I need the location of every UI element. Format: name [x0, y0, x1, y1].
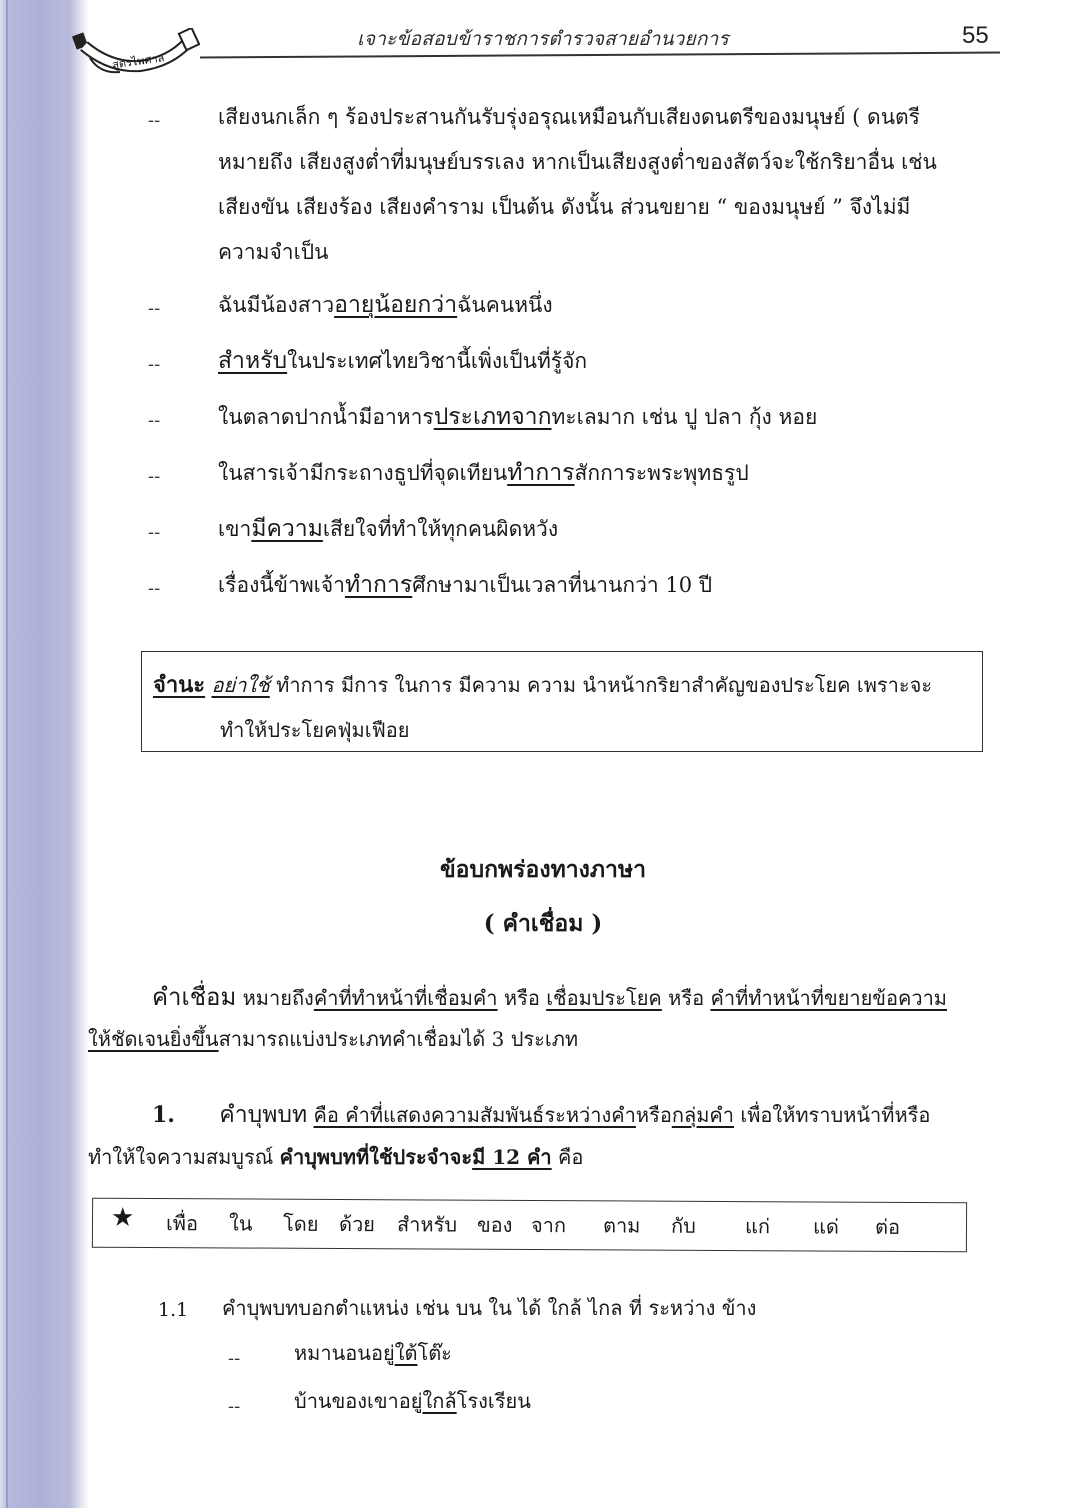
list-marker: -- — [228, 1348, 241, 1369]
preposition-word: สำหรับ — [396, 1212, 458, 1237]
underlined-term: ทำการ — [507, 460, 575, 486]
page-number: 55 — [962, 22, 989, 49]
example-text: เสียใจที่ทำให้ทุกคนผิดหวัง — [322, 517, 559, 541]
underlined-term: ประเภทจาก — [433, 404, 552, 430]
list-marker: -- — [148, 110, 161, 131]
list-marker: -- — [148, 298, 161, 319]
example-text: หมานอนอยู่ — [294, 1341, 395, 1365]
list-marker: -- — [148, 410, 161, 431]
item-bold-text: คำบุพบทที่ใช้ประจำจะ — [279, 1145, 473, 1169]
underlined-phrase: คำที่ทำหน้าที่ขยายข้อความ — [710, 986, 947, 1010]
example-line: ความจำเป็น — [218, 240, 329, 264]
example-text: ศึกษามาเป็นเวลาที่นานกว่า 10 ปี — [412, 573, 713, 597]
list-marker: -- — [148, 354, 161, 375]
example-text: เขา — [218, 517, 252, 541]
definition-line-2 — [88, 1024, 578, 1054]
list-marker: -- — [148, 578, 161, 599]
underlined-phrase: คือ คำที่แสดงความสัมพันธ์ระหว่างคำ — [313, 1103, 636, 1127]
item-number: 1. — [152, 1102, 175, 1128]
example-text: ฉันคนหนึ่ง — [457, 293, 553, 317]
example-text: ในตลาดปากน้ำมีอาหาร — [218, 405, 434, 429]
item-1-line-1 — [152, 1100, 930, 1130]
preposition-word: ด้วย — [338, 1212, 376, 1237]
preposition-word: แก่ — [744, 1214, 771, 1239]
preposition-word: กับ — [670, 1213, 696, 1238]
example-text: ในสารเจ้ามีกระถางธูปที่จุดเทียน — [218, 461, 508, 485]
example-text: สักการะพระพุทธรูป — [574, 461, 749, 485]
example-line: เสียงขัน เสียงร้อง เสียงคำราม เป็นต้น ดังนั้น ส่วนขยาย “ ของมนุษย์ ” จึงไม่มี — [218, 195, 911, 219]
item-text: เพื่อให้ทราบหน้าที่หรือ — [734, 1103, 931, 1127]
underlined-term: ใกล้ — [422, 1389, 457, 1413]
example-text: โต๊ะ — [417, 1341, 452, 1365]
item-text: หรือ — [635, 1103, 672, 1127]
underlined-phrase: ให้ชัดเจนยิ่งขึ้น — [88, 1027, 219, 1051]
preposition-word: ของ — [476, 1212, 513, 1237]
preposition-word: จาก — [530, 1213, 567, 1238]
example-text: เรื่องนี้ข้าพเจ้า — [218, 573, 345, 597]
sub-item-text: คำบุพบทบอกตำแหน่ง เช่น บน ใน ได้ ใกล้ ไกล ที่ ระหว่าง ข้าง — [222, 1296, 757, 1320]
preposition-word: เพื่อ — [165, 1211, 199, 1236]
definition-term: คำเชื่อม — [152, 983, 237, 1011]
item-text: ทำให้ใจความสมบูรณ์ — [88, 1145, 280, 1169]
example-text: ทะเลมาก เช่น ปู ปลา กุ้ง หอย — [551, 405, 818, 429]
item-text: คือ — [551, 1145, 584, 1169]
example-text: ในประเทศไทยวิชานี้เพิ่งเป็นที่รู้จัก — [287, 349, 588, 373]
definition-line-1 — [152, 982, 947, 1013]
example-line: เสียงนกเล็ก ๆ ร้องประสานกันรับรุ่งอรุณเหมือนกับเสียงดนตรีของมนุษย์ ( ดนตรี — [218, 105, 920, 129]
preposition-word: ต่อ — [874, 1214, 901, 1239]
note-line-2: ทำให้ประโยคฟุ่มเฟือย — [220, 718, 410, 742]
list-marker: -- — [148, 522, 161, 543]
item-1-line-2 — [88, 1142, 583, 1172]
underlined-phrase: เชื่อมประโยค — [546, 986, 662, 1010]
note-label: จำนะ — [153, 672, 206, 698]
underlined-phrase: กลุ่มคำ — [671, 1103, 734, 1127]
underlined-term: ทำการ — [344, 572, 413, 598]
definition-text: หรือ — [497, 986, 547, 1010]
section-title: ข้อบกพร่องทางภาษา — [439, 856, 647, 883]
example-text: บ้านของเขาอยู่ — [294, 1389, 423, 1413]
underlined-phrase: คำที่ทำหน้าที่เชื่อมคำ — [313, 986, 498, 1010]
underlined-term: ใต้ — [394, 1341, 418, 1365]
example-text: ฉันมีน้องสาว — [218, 293, 335, 317]
svg-text:สูตรไพศาล: สูตรไพศาล — [111, 51, 166, 72]
underlined-term: สำหรับ — [218, 348, 288, 374]
preposition-word: ใน — [228, 1211, 253, 1236]
preposition-word: โดย — [282, 1211, 319, 1236]
star-icon: ★ — [110, 1202, 135, 1233]
spine-edge — [6, 0, 8, 1508]
preposition-box — [92, 1198, 967, 1253]
list-marker: -- — [148, 466, 161, 487]
underlined-term: มีความ — [251, 516, 323, 542]
definition-text: หมายถึง — [242, 986, 314, 1010]
example-text: โรงเรียน — [456, 1389, 531, 1413]
note-text: ทำการ มีการ ในการ มีความ ความ นำหน้ากริยาสำคัญของประโยค เพราะจะ — [276, 673, 933, 697]
section-subtitle: ( คำเชื่อม ) — [483, 910, 603, 937]
item-term: คำบุพบท — [219, 1102, 308, 1128]
note-line-1 — [153, 670, 932, 700]
preposition-word: แด่ — [812, 1214, 839, 1239]
sub-item-number: 1.1 — [158, 1299, 189, 1321]
running-header-title: เจาะข้อสอบข้าราชการตำรวจสายอำนวยการ — [357, 28, 729, 50]
underlined-term: อายุน้อยกว่า — [334, 292, 458, 318]
preposition-word: ตาม — [602, 1213, 641, 1238]
definition-text: หรือ — [661, 986, 711, 1010]
book-spine-shadow — [0, 0, 88, 1508]
example-line: หมายถึง เสียงสูงต่ำที่มนุษย์บรรเลง หากเป็นเสียงสูงต่ำของสัตว์จะใช้กริยาอื่น เช่น — [218, 150, 937, 174]
definition-text: สามารถแบ่งประเภทคำเชื่อมได้ 3 ประเภท — [218, 1027, 579, 1051]
list-marker: -- — [228, 1396, 241, 1417]
underlined-count: มี 12 คำ — [472, 1145, 552, 1169]
note-emphasis: อย่าใช้ — [211, 673, 270, 697]
